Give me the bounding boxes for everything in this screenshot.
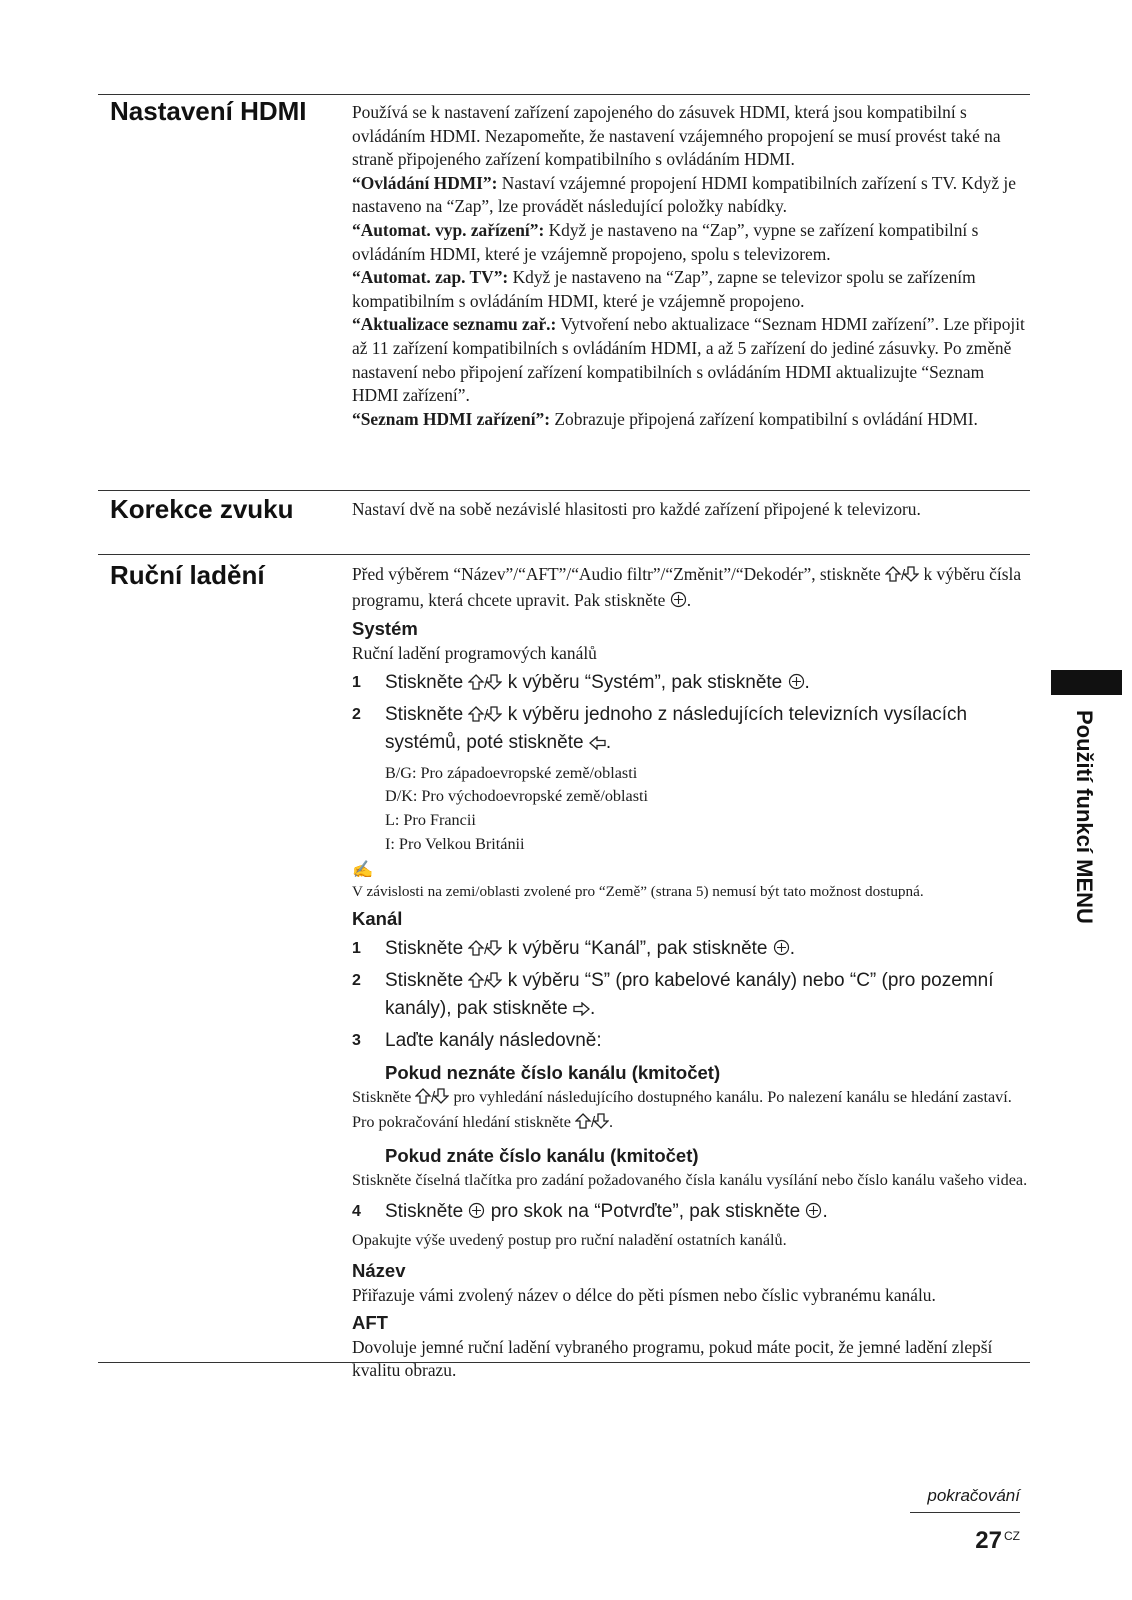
hdmi-item: “Seznam HDMI zařízení”: Zobrazuje připojená zařízení kompatibilní s ovládání HDMI. [352,408,978,429]
hdmi-item: “Automat. vyp. zařízení”: Když je nastaveno na “Zap”, vypne se zařízení kompatibilní s ovládáním HDMI, které je vzájemně propojeno, spolu s televizorem. [352,219,979,264]
system-note: V závislosti na zemi/oblasti zvolené pro “Země” (strana 5) nemusí být tato možnost dostupná. [352,883,924,901]
rucni-intro: Před výběrem “Název”/“AFT”/“Audio filtr”/“Změnit”/“Dekodér”, stiskněte / k výběru čísla programu, která chcete upravit. Pak stiskněte . [352,563,1032,614]
system-option: B/G: Pro západoevropské země/oblasti [385,763,638,782]
nazev-heading: Název [352,1260,406,1282]
up-down-arrow-icon [415,1088,449,1112]
page-lang: CZ [1004,1529,1020,1543]
continued-rule [910,1512,1020,1513]
svg-text:/: / [484,940,489,956]
enter-button-icon [788,672,805,698]
up-down-arrow-icon [468,672,502,698]
kanal-step: 3 Laďte kanály následovně: [352,1029,602,1051]
svg-text:/: / [901,567,906,582]
kanal-step: 1 Stiskněte / k výběru “Kanál”, pak stiskněte . [352,936,1032,964]
up-down-arrow-icon [468,970,502,996]
up-down-arrow-icon [575,1113,609,1137]
right-arrow-icon [573,998,590,1024]
up-down-arrow-icon [468,938,502,964]
side-tab-marker [1051,670,1122,695]
section-rule [98,94,1030,95]
hdmi-item: “Aktualizace seznamu zař.: Vytvoření nebo aktualizace “Seznam HDMI zařízení”. Lze připojit až 11 zařízení kompatibilních s ovládáním HDMI, a až 5 zařízení do jediné zásuvky. Po změně nastavení nebo připojení zařízení kompatibilních s ovládáním HDMI aktualizujte “Seznam HDMI zařízení”. [352,314,1025,406]
svg-text:/: / [484,674,489,690]
up-down-arrow-icon [468,704,502,730]
system-option: D/K: Pro východoevropské země/oblasti [385,787,648,806]
kanal-unknown-text: Stiskněte / pro vyhledání následujícího dostupného kanálu. Po nalezení kanálu se hledání zastaví. Pro pokračování hledání stiskněte / . [352,1086,1032,1137]
section-rule [98,1362,1030,1363]
section-body-hdmi [352,101,1032,431]
enter-button-icon [468,1201,485,1227]
continued-label: pokračování [927,1486,1020,1505]
kanal-unknown-heading: Pokud neznáte číslo kanálu (kmitočet) [385,1061,721,1083]
svg-text:/: / [484,972,489,988]
section-rule [98,490,1030,491]
section-title-hdmi: Nastavení HDMI [110,96,307,126]
kanal-known-heading: Pokud znáte číslo kanálu (kmitočet) [385,1144,699,1166]
side-tab-label: Použití funkcí MENU [1072,710,1097,924]
hdmi-item: “Automat. zap. TV”: Když je nastaveno na “Zap”, zapne se televizor spolu se zařízením kompatibilním s ovládáním HDMI, které je vzájemně propojeno. [352,267,976,311]
system-step: 1 Stiskněte / k výběru “Systém”, pak stiskněte . [352,670,1032,698]
hdmi-intro: Používá se k nastavení zařízení zapojeného do zásuvek HDMI, která jsou kompatibilní s ovládáním HDMI. Nezapomeňte, že nastavení vzájemného propojení se musí provést také na straně připojeného zařízení kompatibilního s ovládáním HDMI. [352,102,1001,170]
korekce-text: Nastaví dvě na sobě nezávislé hlasitosti pro každé zařízení připojené k televizoru. [352,499,921,519]
enter-button-icon [773,938,790,964]
page-number: 27 $^{CZ}$ [975,1527,1020,1554]
enter-button-icon [805,1201,822,1227]
section-title-korekce: Korekce zvuku [110,494,294,524]
kanal-heading: Kanál [352,907,403,929]
system-step: 2 Stiskněte / k výběru jednoho z následujících televizních vysílacích systémů, poté stiskněte . [352,702,1032,758]
note-pencil-icon: ✍ [352,860,374,880]
system-desc: Ruční ladění programových kanálů [352,643,597,664]
section-title-rucni: Ruční ladění [110,560,265,590]
system-option: L: Pro Francii [385,810,476,829]
section-body-korekce [352,498,1032,522]
kanal-repeat: Opakujte výše uvedený postup pro ruční naladění ostatních kanálů. [352,1230,787,1249]
enter-button-icon [670,591,687,615]
svg-text:/: / [484,706,489,722]
hdmi-item: “Ovládání HDMI”: Nastaví vzájemné propojení HDMI kompatibilních zařízení s TV. Když je nastaveno na “Zap”, lze provádět následující položky nabídky. [352,172,1016,217]
kanal-step: 4 Stiskněte pro skok na “Potvrďte”, pak stiskněte . [352,1199,1032,1227]
system-heading: Systém [352,618,418,640]
kanal-step: 2 Stiskněte / k výběru “S” (pro kabelové kanály) nebo “C” (pro pozemní kanály), pak stiskněte . [352,968,1032,1024]
up-down-arrow-icon [885,565,919,589]
aft-text: Dovoluje jemné ruční ladění vybraného programu, pokud máte pocit, že jemné ladění zlepší kvalitu obrazu. [352,1336,993,1381]
svg-text:/: / [590,1114,596,1130]
aft-heading: AFT [352,1311,388,1333]
system-options [385,762,1032,856]
section-body-rucni [352,563,1032,1383]
kanal-known-text: Stiskněte číselná tlačítka pro zadání požadovaného čísla kanálu vysílání nebo číslo kanálu vašeho videa. [352,1170,1028,1189]
nazev-text: Přiřazuje vámi zvolený název o délce do pěti písmen nebo číslic vybranému kanálu. [352,1285,936,1306]
system-option: I: Pro Velkou Británii [385,834,525,853]
left-arrow-icon [589,732,606,758]
svg-text:/: / [431,1088,436,1104]
section-rule [98,554,1030,555]
